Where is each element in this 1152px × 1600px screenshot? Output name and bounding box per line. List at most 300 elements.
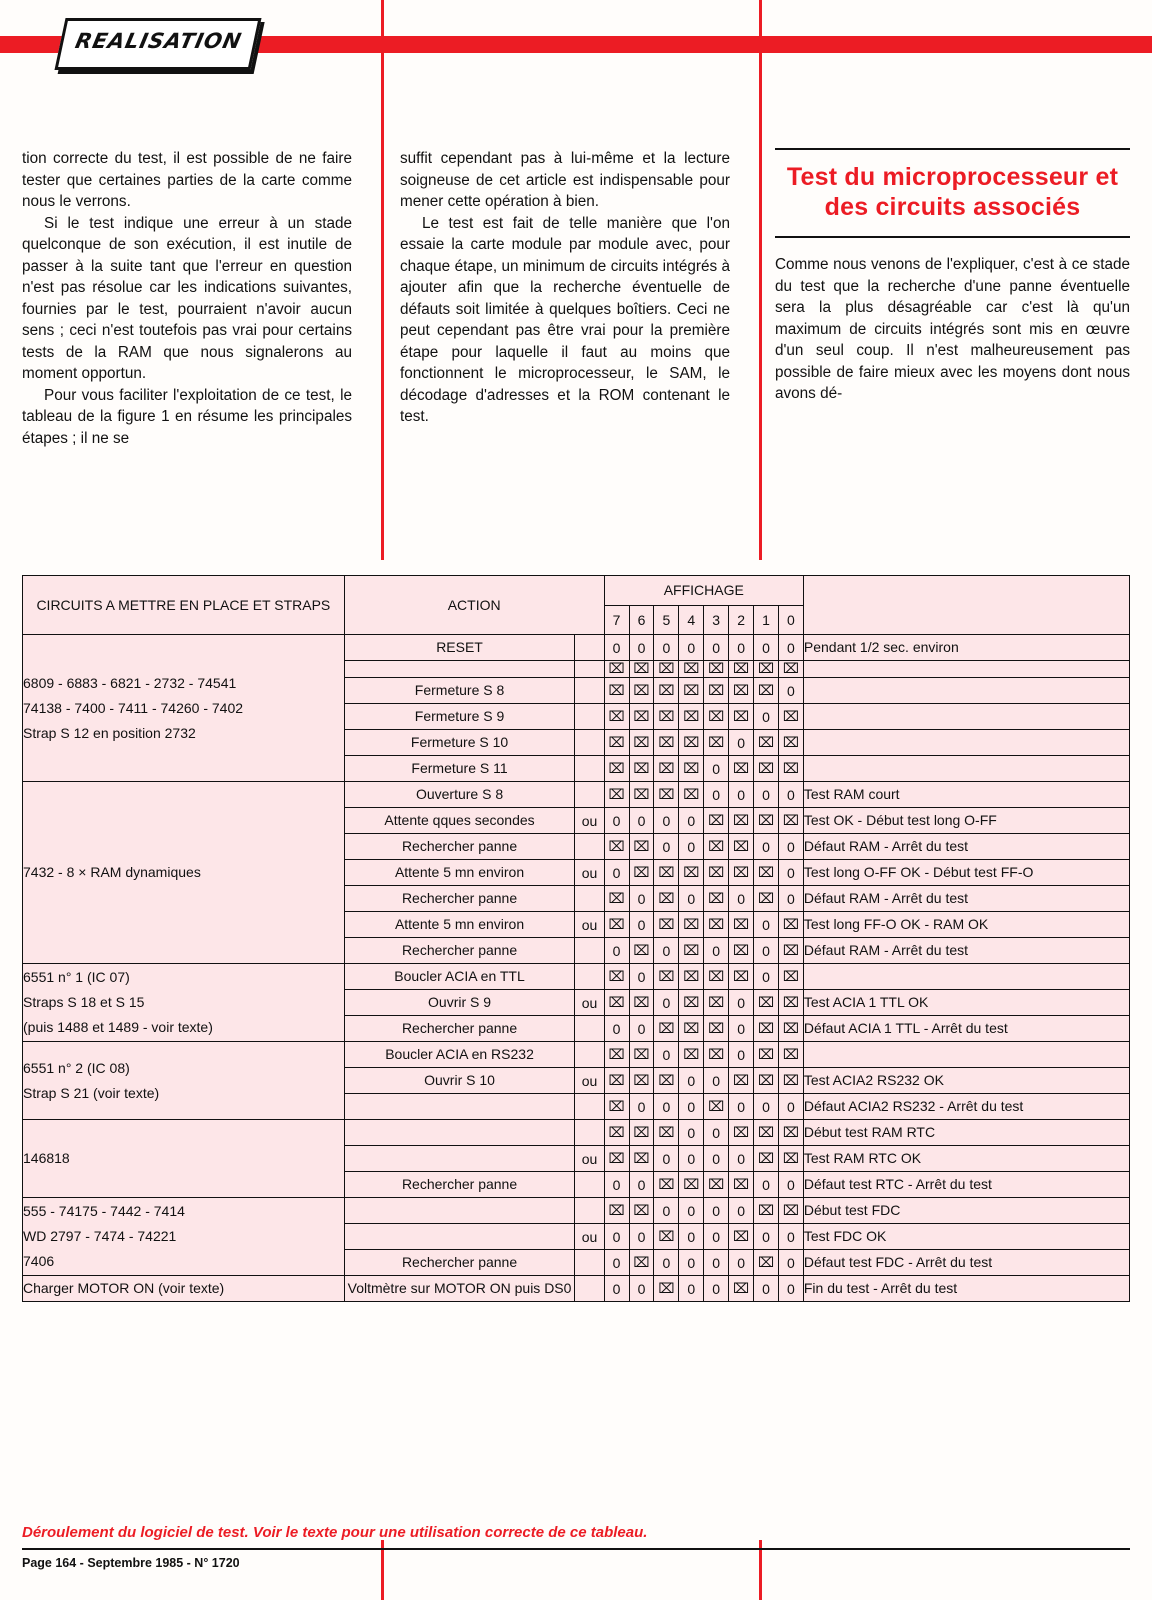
cell-result: Début test FDC	[803, 1198, 1129, 1224]
test-sequence-table	[22, 575, 1130, 1302]
table-row	[23, 1198, 1130, 1224]
cell-bit: ⌧	[754, 730, 779, 756]
cell-bit: ⌧	[629, 704, 654, 730]
cell-bit: ⌧	[679, 661, 704, 678]
cell-ou	[575, 635, 604, 661]
cell-bit: 0	[629, 886, 654, 912]
cell-bit: ⌧	[654, 1068, 679, 1094]
cell-bit: 0	[778, 860, 803, 886]
cell-action: Boucler ACIA en TTL	[344, 964, 575, 990]
cell-bit: 0	[778, 886, 803, 912]
cell-bit: ⌧	[654, 1016, 679, 1042]
cell-ou: ou	[575, 990, 604, 1016]
cell-bit: ⌧	[604, 782, 629, 808]
cell-bit: ⌧	[654, 1276, 679, 1302]
cell-bit: 0	[754, 635, 779, 661]
cell-result: Défaut ACIA 1 TTL - Arrêt du test	[803, 1016, 1129, 1042]
cell-bit: ⌧	[604, 730, 629, 756]
cell-bit: 0	[679, 886, 704, 912]
cell-bit: ⌧	[754, 1042, 779, 1068]
cell-bit: ⌧	[654, 756, 679, 782]
cell-ou	[575, 964, 604, 990]
cell-bit: ⌧	[754, 1016, 779, 1042]
cell-action: Fermeture S 11	[344, 756, 575, 782]
cell-bit: ⌧	[778, 704, 803, 730]
cell-bit: 0	[679, 1068, 704, 1094]
cell-bit: ⌧	[679, 756, 704, 782]
cell-bit: ⌧	[629, 990, 654, 1016]
cell-bit: 0	[679, 1250, 704, 1276]
cell-ou: ou	[575, 860, 604, 886]
cell-bit: ⌧	[654, 782, 679, 808]
cell-bit: 0	[729, 1042, 754, 1068]
cell-result: Défaut RAM - Arrêt du test	[803, 886, 1129, 912]
body-column-1	[22, 148, 352, 449]
cell-bit: ⌧	[629, 1250, 654, 1276]
circuit-line: 6551 n° 2 (IC 08)	[23, 1059, 130, 1076]
cell-result: Défaut RAM - Arrêt du test	[803, 938, 1129, 964]
cell-bit: ⌧	[704, 661, 729, 678]
cell-bit: ⌧	[654, 1224, 679, 1250]
cell-bit: 0	[778, 1250, 803, 1276]
circuit-line: 146818	[23, 1150, 70, 1166]
paragraph: tion correcte du test, il est possible de ne faire tester que certaines parties de la carte comme nous le verrons.	[22, 150, 352, 210]
cell-bit: ⌧	[604, 704, 629, 730]
page-title: Test du microprocesseur et des circuits associés	[786, 163, 1119, 221]
bit-label: 3	[704, 605, 729, 635]
cell-action	[344, 1224, 575, 1250]
cell-bit: 0	[729, 1250, 754, 1276]
cell-bit: 0	[754, 1172, 779, 1198]
cell-ou	[575, 938, 604, 964]
cell-bit: 0	[729, 1094, 754, 1120]
cell-bit: ⌧	[704, 704, 729, 730]
cell-bit: 0	[778, 1276, 803, 1302]
cell-bit: 0	[704, 1198, 729, 1224]
cell-bit: 0	[629, 964, 654, 990]
cell-bit: 0	[778, 678, 803, 704]
cell-bit: ⌧	[778, 938, 803, 964]
cell-bit: ⌧	[679, 860, 704, 886]
cell-result	[803, 1042, 1129, 1068]
cell-bit: ⌧	[754, 1146, 779, 1172]
cell-circuits	[23, 964, 345, 1042]
cell-action: Rechercher panne	[344, 1016, 575, 1042]
cell-ou	[575, 704, 604, 730]
table-row	[23, 635, 1130, 661]
cell-bit: ⌧	[604, 990, 629, 1016]
cell-bit: ⌧	[679, 782, 704, 808]
cell-bit: ⌧	[729, 1276, 754, 1302]
cell-bit: ⌧	[754, 661, 779, 678]
table-row	[23, 1276, 1130, 1302]
cell-ou	[575, 886, 604, 912]
cell-bit: 0	[754, 834, 779, 860]
cell-bit: ⌧	[778, 1198, 803, 1224]
cell-bit: 0	[729, 886, 754, 912]
header-affichage: AFFICHAGE	[604, 576, 803, 606]
cell-bit: 0	[754, 912, 779, 938]
cell-bit: ⌧	[729, 678, 754, 704]
cell-bit: 0	[778, 1172, 803, 1198]
cell-bit: ⌧	[778, 964, 803, 990]
table-row	[23, 1120, 1130, 1146]
cell-bit: 0	[754, 1094, 779, 1120]
body-column-2	[400, 148, 730, 428]
cell-bit: ⌧	[778, 1146, 803, 1172]
cell-bit: ⌧	[604, 1068, 629, 1094]
cell-bit: ⌧	[754, 860, 779, 886]
cell-bit: 0	[729, 990, 754, 1016]
cell-action: Rechercher panne	[344, 1172, 575, 1198]
cell-bit: 0	[654, 1250, 679, 1276]
cell-result: Test RAM RTC OK	[803, 1146, 1129, 1172]
circuit-line: 6551 n° 1 (IC 07)	[23, 969, 130, 985]
cell-bit: ⌧	[604, 886, 629, 912]
cell-action: RESET	[344, 635, 575, 661]
paragraph: suffit cependant pas à lui-même et la lecture soigneuse de cet article est indispensable pour mener cette opération à bien.	[400, 150, 730, 210]
cell-ou	[575, 1094, 604, 1120]
cell-bit: 0	[629, 1276, 654, 1302]
cell-ou	[575, 678, 604, 704]
cell-bit: ⌧	[604, 1198, 629, 1224]
cell-bit: ⌧	[704, 1016, 729, 1042]
cell-action: Attente 5 mn environ	[344, 912, 575, 938]
cell-bit: 0	[754, 782, 779, 808]
cell-ou	[575, 756, 604, 782]
cell-ou	[575, 730, 604, 756]
cell-bit: 0	[604, 1276, 629, 1302]
cell-bit: ⌧	[629, 1120, 654, 1146]
cell-bit: ⌧	[778, 990, 803, 1016]
header-action: ACTION	[344, 576, 604, 635]
cell-bit: ⌧	[704, 1172, 729, 1198]
cell-bit: ⌧	[629, 834, 654, 860]
cell-bit: ⌧	[754, 1250, 779, 1276]
cell-action	[344, 1198, 575, 1224]
cell-bit: ⌧	[629, 678, 654, 704]
cell-bit: ⌧	[604, 678, 629, 704]
cell-action: Ouvrir S 10	[344, 1068, 575, 1094]
cell-bit: ⌧	[604, 1146, 629, 1172]
cell-bit: 0	[629, 912, 654, 938]
bit-label: 7	[604, 605, 629, 635]
cell-bit: 0	[704, 1120, 729, 1146]
cell-bit: ⌧	[679, 938, 704, 964]
cell-bit: ⌧	[604, 756, 629, 782]
cell-ou	[575, 782, 604, 808]
cell-result	[803, 756, 1129, 782]
bit-label: 0	[778, 605, 803, 635]
cell-bit: ⌧	[778, 912, 803, 938]
cell-result: Pendant 1/2 sec. environ	[803, 635, 1129, 661]
cell-result: Défaut test RTC - Arrêt du test	[803, 1172, 1129, 1198]
cell-bit: 0	[778, 782, 803, 808]
cell-ou	[575, 834, 604, 860]
cell-bit: 0	[604, 938, 629, 964]
sidebar-body-text: Comme nous venons de l'expliquer, c'est à ce stade du test que la recherche d'une panne éventuelle sera la plus désagréable car c'est là qu'un maximum de circuits intégrés sont mis en œuvre d'un seul coup. Il n'est malheureusement pas possible de faire mieux avec les moyens dont nous avons dé-	[775, 256, 1130, 402]
bit-label: 5	[654, 605, 679, 635]
cell-bit: ⌧	[654, 912, 679, 938]
cell-bit: ⌧	[679, 1016, 704, 1042]
circuit-line: Charger MOTOR ON (voir texte)	[23, 1280, 225, 1296]
cell-bit: ⌧	[679, 912, 704, 938]
cell-result: Début test RAM RTC	[803, 1120, 1129, 1146]
cell-bit: ⌧	[629, 1042, 654, 1068]
cell-result	[803, 730, 1129, 756]
paragraph: Pour vous faciliter l'exploitation de ce test, le tableau de la figure 1 en résume les principales étapes ; il ne se	[22, 386, 352, 447]
cell-bit: ⌧	[629, 1198, 654, 1224]
cell-bit: ⌧	[679, 730, 704, 756]
cell-bit: ⌧	[629, 756, 654, 782]
cell-action: Rechercher panne	[344, 938, 575, 964]
column-separator-right	[759, 0, 762, 560]
cell-ou	[575, 1120, 604, 1146]
cell-result	[803, 661, 1129, 678]
bit-label: 2	[729, 605, 754, 635]
cell-bit: ⌧	[754, 1068, 779, 1094]
cell-bit: ⌧	[654, 661, 679, 678]
paragraph: Si le test indique une erreur à un stade quelconque de son exécution, il est inutile de passer à la suite tant que l'erreur en question n'est pas résolue car les indications suivantes, fournies par le test, pourraient n'avoir aucun sens ; ceci n'est toutefois pas vrai pour certains tests de la RAM que nous signalerons au moment opportun.	[22, 214, 352, 382]
cell-bit: ⌧	[629, 730, 654, 756]
cell-bit: ⌧	[604, 1120, 629, 1146]
title-rule-bottom	[775, 236, 1130, 238]
cell-bit: 0	[729, 730, 754, 756]
cell-bit: 0	[704, 782, 729, 808]
cell-bit: ⌧	[604, 1042, 629, 1068]
circuit-line: 555 - 74175 - 7442 - 7414	[23, 1203, 185, 1219]
cell-bit: ⌧	[754, 990, 779, 1016]
header-result	[803, 576, 1129, 635]
cell-bit: 0	[629, 1224, 654, 1250]
column-separator-left	[381, 0, 384, 560]
cell-bit: ⌧	[654, 1172, 679, 1198]
circuit-line: Strap S 12 en position 2732	[23, 724, 196, 741]
cell-bit: 0	[704, 1146, 729, 1172]
cell-bit: 0	[679, 635, 704, 661]
cell-bit: 0	[704, 756, 729, 782]
cell-ou: ou	[575, 1146, 604, 1172]
cell-bit: 0	[604, 635, 629, 661]
cell-result: Test long FF-O OK - RAM OK	[803, 912, 1129, 938]
cell-action	[344, 1146, 575, 1172]
circuit-line: 6809 - 6883 - 6821 - 2732 - 74541	[23, 674, 237, 691]
page-footer: Page 164 - Septembre 1985 - N° 1720	[22, 1556, 240, 1570]
cell-bit: ⌧	[604, 1094, 629, 1120]
bit-label: 4	[679, 605, 704, 635]
cell-result: Test long O-FF OK - Début test FF-O	[803, 860, 1129, 886]
cell-bit: 0	[729, 782, 754, 808]
cell-bit: ⌧	[654, 704, 679, 730]
cell-bit: ⌧	[629, 782, 654, 808]
cell-result: Test ACIA2 RS232 OK	[803, 1068, 1129, 1094]
cell-bit: 0	[604, 808, 629, 834]
cell-ou: ou	[575, 912, 604, 938]
cell-bit: 0	[679, 1094, 704, 1120]
cell-bit: ⌧	[754, 756, 779, 782]
circuit-line: 7406	[23, 1253, 55, 1269]
cell-bit: ⌧	[729, 704, 754, 730]
cell-bit: ⌧	[778, 661, 803, 678]
cell-bit: 0	[654, 1198, 679, 1224]
table-row	[23, 964, 1130, 990]
cell-bit: 0	[654, 1042, 679, 1068]
cell-bit: ⌧	[604, 661, 629, 678]
cell-bit: ⌧	[754, 678, 779, 704]
cell-action: Attente qques secondes	[344, 808, 575, 834]
cell-bit: ⌧	[729, 1068, 754, 1094]
rubrique-badge	[54, 18, 261, 70]
circuit-line: (puis 1488 et 1489 - voir texte)	[23, 1019, 213, 1035]
cell-bit: ⌧	[604, 834, 629, 860]
cell-bit: 0	[754, 1276, 779, 1302]
cell-bit: 0	[778, 1224, 803, 1250]
cell-action: Ouverture S 8	[344, 782, 575, 808]
cell-bit: 0	[679, 1276, 704, 1302]
cell-bit: 0	[778, 1094, 803, 1120]
cell-bit: 0	[604, 860, 629, 886]
cell-bit: ⌧	[654, 860, 679, 886]
cell-result: Test OK - Début test long O-FF	[803, 808, 1129, 834]
figure-caption: Déroulement du logiciel de test. Voir le texte pour une utilisation correcte de ce tableau.	[22, 1524, 648, 1541]
circuit-line: 7432 - 8 × RAM dynamiques	[23, 864, 201, 880]
cell-circuits	[23, 1276, 345, 1302]
cell-ou: ou	[575, 808, 604, 834]
cell-action: Rechercher panne	[344, 886, 575, 912]
cell-bit: 0	[754, 938, 779, 964]
cell-bit: 0	[778, 635, 803, 661]
header-circuits: CIRCUITS A METTRE EN PLACE ET STRAPS	[23, 576, 345, 635]
cell-bit: 0	[604, 1172, 629, 1198]
cell-bit: ⌧	[729, 912, 754, 938]
paragraph: Le test est fait de telle manière que l'on essaie la carte module par module avec, pour chaque étape, un minimum de circuits intégrés à ajouter afin que la recherche éventuelle de défauts soit limitée à quelques boîtiers. Ceci ne peut cependant pas être vrai pour la première étape pour laquelle il faut au moins que fonctionnent le microprocesseur, le SAM, le décodage d'adresses et la ROM contenant le test.	[400, 214, 730, 425]
cell-action: Voltmètre sur MOTOR ON puis DS0	[344, 1276, 575, 1302]
cell-result: Test ACIA 1 TTL OK	[803, 990, 1129, 1016]
cell-bit: ⌧	[778, 1042, 803, 1068]
cell-bit: ⌧	[729, 860, 754, 886]
cell-bit: 0	[654, 808, 679, 834]
cell-bit: 0	[604, 1224, 629, 1250]
cell-bit: ⌧	[679, 990, 704, 1016]
cell-action: Rechercher panne	[344, 1250, 575, 1276]
cell-bit: ⌧	[729, 964, 754, 990]
bit-label: 6	[629, 605, 654, 635]
cell-bit: ⌧	[704, 860, 729, 886]
cell-ou	[575, 661, 604, 678]
cell-bit: 0	[729, 1198, 754, 1224]
cell-bit: 0	[654, 1146, 679, 1172]
cell-action: Fermeture S 10	[344, 730, 575, 756]
table-head	[23, 576, 1130, 635]
cell-bit: 0	[729, 1146, 754, 1172]
cell-bit: 0	[604, 1016, 629, 1042]
cell-bit: 0	[704, 1224, 729, 1250]
cell-ou	[575, 1198, 604, 1224]
cell-bit: ⌧	[704, 964, 729, 990]
cell-bit: ⌧	[629, 860, 654, 886]
cell-bit: ⌧	[654, 964, 679, 990]
cell-bit: ⌧	[729, 834, 754, 860]
cell-bit: ⌧	[654, 886, 679, 912]
rubrique-label: REALISATION	[73, 29, 245, 53]
cell-bit: ⌧	[704, 1042, 729, 1068]
circuit-line: WD 2797 - 7474 - 74221	[23, 1228, 177, 1244]
cell-bit: 0	[629, 808, 654, 834]
cell-bit: ⌧	[604, 964, 629, 990]
circuit-line: Straps S 18 et S 15	[23, 994, 145, 1010]
cell-bit: 0	[629, 1172, 654, 1198]
cell-result: Test FDC OK	[803, 1224, 1129, 1250]
cell-bit: ⌧	[654, 1120, 679, 1146]
article-title-box	[775, 148, 1130, 405]
cell-bit: ⌧	[778, 730, 803, 756]
table-row	[23, 782, 1130, 808]
cell-bit: 0	[754, 704, 779, 730]
cell-bit: ⌧	[729, 661, 754, 678]
cell-bit: ⌧	[679, 1042, 704, 1068]
cell-bit: 0	[679, 1224, 704, 1250]
table-header-row	[23, 576, 1130, 606]
cell-result: Fin du test - Arrêt du test	[803, 1276, 1129, 1302]
cell-bit: 0	[704, 1068, 729, 1094]
circuit-line: Strap S 21 (voir texte)	[23, 1084, 160, 1101]
cell-ou: ou	[575, 1224, 604, 1250]
cell-action	[344, 1120, 575, 1146]
cell-action	[344, 661, 575, 678]
cell-bit: 0	[654, 635, 679, 661]
cell-action: Ouvrir S 9	[344, 990, 575, 1016]
cell-bit: ⌧	[729, 808, 754, 834]
cell-bit: 0	[754, 1224, 779, 1250]
cell-bit: 0	[654, 938, 679, 964]
cell-bit: 0	[679, 1120, 704, 1146]
cell-bit: 0	[729, 635, 754, 661]
cell-ou	[575, 1016, 604, 1042]
cell-action: Fermeture S 9	[344, 704, 575, 730]
cell-bit: 0	[654, 1094, 679, 1120]
cell-bit: 0	[679, 1146, 704, 1172]
cell-ou	[575, 1042, 604, 1068]
cell-circuits	[23, 635, 345, 782]
footer-rule	[22, 1548, 1130, 1550]
cell-result	[803, 678, 1129, 704]
cell-bit: ⌧	[654, 730, 679, 756]
cell-bit: 0	[629, 1094, 654, 1120]
cell-bit: 0	[679, 834, 704, 860]
cell-bit: ⌧	[654, 678, 679, 704]
cell-bit: 0	[679, 808, 704, 834]
cell-bit: ⌧	[754, 808, 779, 834]
cell-bit: ⌧	[729, 1224, 754, 1250]
cell-bit: ⌧	[754, 886, 779, 912]
cell-bit: ⌧	[629, 1068, 654, 1094]
cell-bit: 0	[704, 1250, 729, 1276]
cell-bit: 0	[629, 635, 654, 661]
cell-bit: ⌧	[754, 1198, 779, 1224]
bit-label: 1	[754, 605, 779, 635]
cell-bit: ⌧	[679, 1172, 704, 1198]
cell-result	[803, 704, 1129, 730]
cell-ou	[575, 1250, 604, 1276]
cell-bit: ⌧	[704, 730, 729, 756]
cell-bit: 0	[654, 834, 679, 860]
cell-action	[344, 1094, 575, 1120]
cell-bit: 0	[679, 1198, 704, 1224]
cell-bit: ⌧	[704, 990, 729, 1016]
cell-bit: ⌧	[729, 1120, 754, 1146]
table-body	[23, 635, 1130, 1302]
cell-ou	[575, 1276, 604, 1302]
